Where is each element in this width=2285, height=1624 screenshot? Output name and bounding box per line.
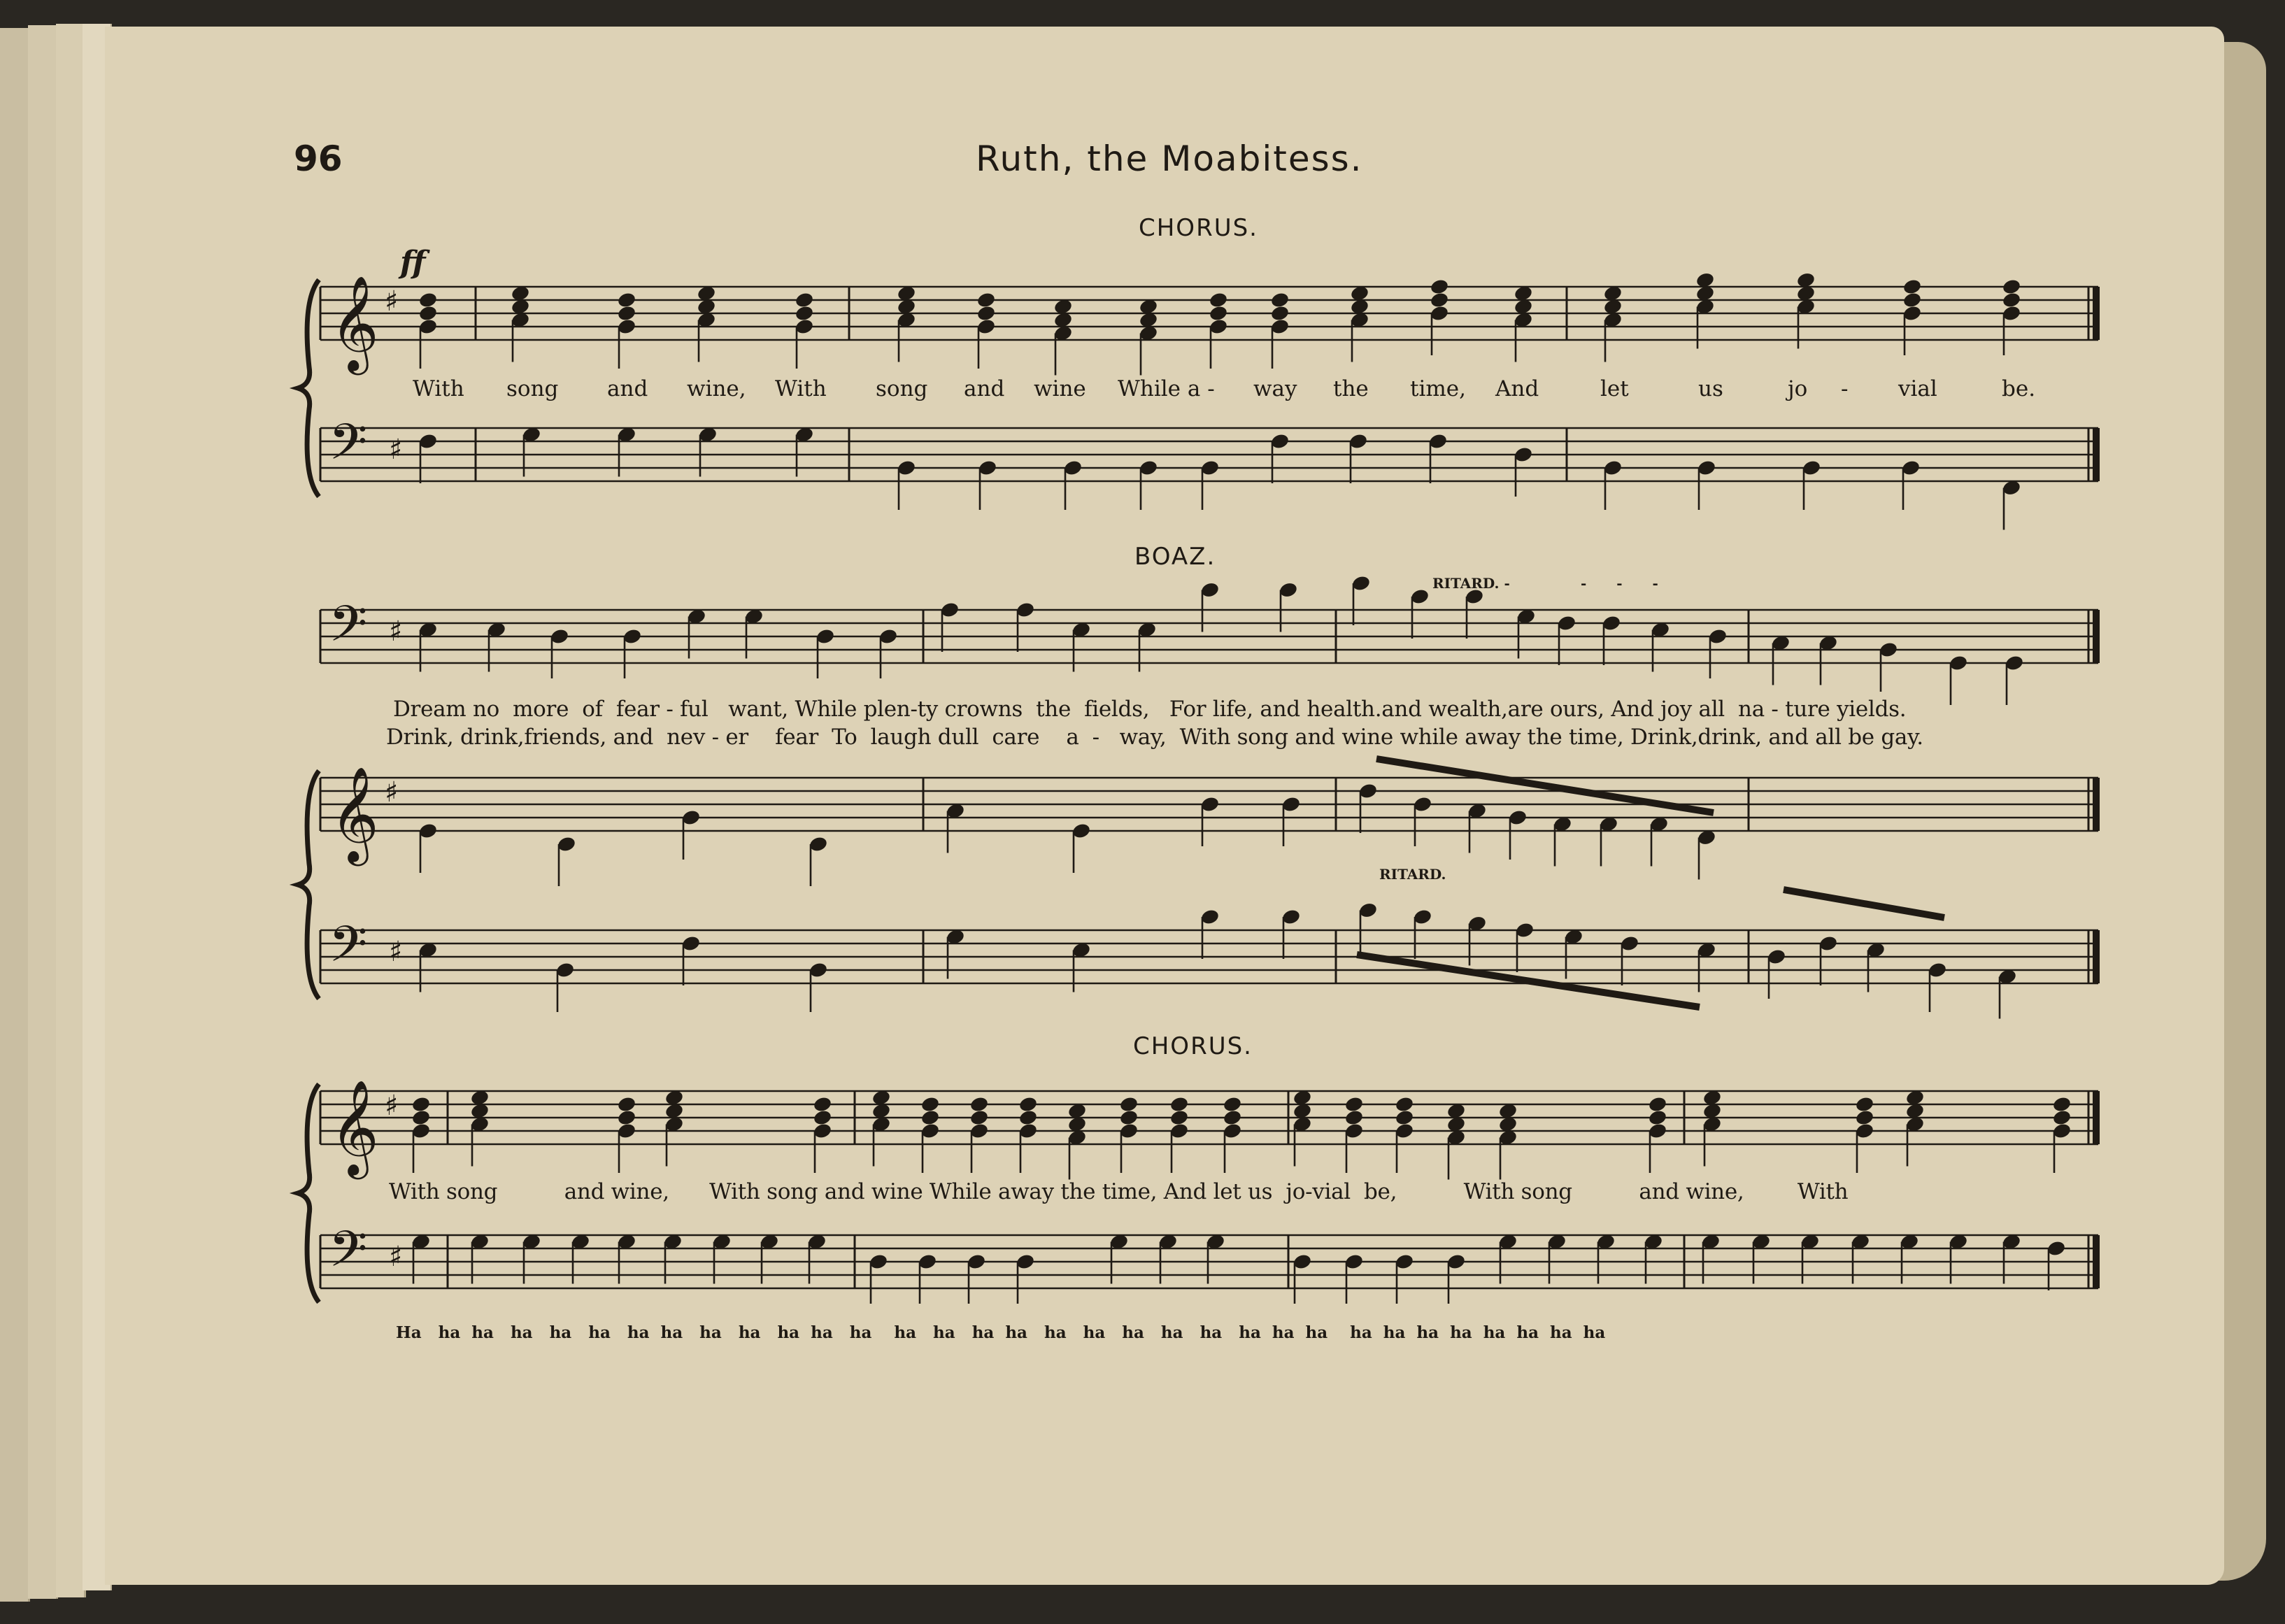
ritard-mark-voice: RITARD. -: [1432, 575, 1510, 592]
page-number: 96: [294, 138, 343, 179]
lyric-syllable: -: [1841, 376, 1849, 401]
notehead: [617, 1095, 637, 1113]
final-barline-thick: [2093, 930, 2100, 983]
treble-clef: 𝄞: [330, 1078, 379, 1175]
notehead: [617, 291, 637, 308]
section-label-boaz: BOAZ.: [1134, 543, 1216, 571]
lyric-syllable: song: [506, 376, 559, 401]
notehead: [1902, 278, 1923, 295]
notehead: [1344, 1095, 1365, 1113]
section-label-chorus-2: CHORUS.: [1133, 1032, 1253, 1060]
final-barline-thick: [2093, 428, 2100, 481]
lyric-syllable: With: [775, 376, 827, 401]
lyric-syllable: song: [876, 376, 928, 401]
notehead: [1209, 291, 1229, 308]
lyric-syllable: wine: [1034, 376, 1086, 401]
ritard-dashes: - - -: [1581, 575, 1671, 592]
notehead: [976, 304, 997, 322]
notehead: [969, 1095, 990, 1113]
key-signature-sharp: ♯: [385, 285, 399, 318]
notehead: [976, 291, 997, 308]
ritard-mark-accompaniment: RITARD.: [1379, 866, 1446, 883]
notehead: [969, 1109, 990, 1126]
lyric-syllable: the: [1333, 376, 1369, 401]
treble-clef: 𝄞: [330, 274, 379, 371]
notehead: [617, 304, 637, 322]
notehead: [2002, 291, 2022, 308]
lyric-syllable: And: [1495, 376, 1539, 401]
song-title: Ruth, the Moabitess.: [976, 138, 1363, 179]
final-barline-thick: [2093, 1091, 2100, 1144]
key-signature-sharp: ♯: [389, 936, 403, 968]
notehead: [1119, 1109, 1139, 1126]
notehead: [1648, 1095, 1668, 1113]
notehead: [1855, 1109, 1875, 1126]
system-brace: [298, 1084, 319, 1302]
bass-clef: 𝄢: [329, 413, 368, 483]
notehead: [1018, 1109, 1039, 1126]
notehead: [2002, 278, 2022, 295]
lyric-syllable: vial: [1898, 376, 1937, 401]
notehead: [920, 1095, 941, 1113]
final-barline-thick: [2093, 610, 2100, 663]
note-beam: [1784, 890, 1944, 918]
system-brace: [298, 280, 319, 497]
lyric-syllable: let: [1600, 376, 1629, 401]
notehead: [1270, 304, 1290, 322]
section-label-chorus-1: CHORUS.: [1139, 214, 1258, 242]
key-signature-sharp: ♯: [385, 776, 399, 809]
notehead: [813, 1095, 833, 1113]
notehead: [795, 291, 815, 308]
notehead: [411, 1109, 432, 1126]
notehead: [1902, 291, 1923, 308]
lyric-syllable: and: [964, 376, 1005, 401]
bass-clef: 𝄢: [329, 595, 368, 665]
lyric-syllable: jo: [1788, 376, 1808, 401]
notehead: [1648, 1109, 1668, 1126]
lyric-syllable: us: [1698, 376, 1723, 401]
notehead: [1209, 304, 1229, 322]
notehead: [1855, 1095, 1875, 1113]
notehead: [418, 304, 439, 322]
final-barline-thick: [2093, 287, 2100, 340]
notehead: [617, 1109, 637, 1126]
notehead: [1430, 291, 1450, 308]
lyric-syllable: While a -: [1118, 376, 1215, 401]
notehead: [1169, 1109, 1190, 1126]
notehead: [1395, 1109, 1415, 1126]
notehead: [1223, 1095, 1243, 1113]
lyric-syllable: wine,: [687, 376, 746, 401]
bass-lyrics-ha: Ha ha ha ha ha ha ha ha ha ha ha ha ha ha ha ha ha ha ha ha ha ha ha ha ha ha ha ha ha ha ha ha ha: [396, 1323, 1606, 1342]
lyric-syllable: be.: [2002, 376, 2036, 401]
notehead: [1169, 1095, 1190, 1113]
system-brace: [298, 771, 319, 999]
bass-clef: 𝄢: [329, 916, 368, 985]
notehead: [2052, 1095, 2072, 1113]
treble-clef: 𝄞: [330, 765, 379, 862]
notehead: [1344, 1109, 1365, 1126]
lyrics-boaz-line-2: Drink, drink,friends, and nev - er fear To laugh dull care a - way, With song and wine while away the time, Drink,drink, and all be gay.: [386, 725, 1923, 750]
note-beam: [1357, 955, 1700, 1007]
notehead: [1223, 1109, 1243, 1126]
lyric-syllable: way: [1253, 376, 1297, 401]
lyrics-chorus-2: With song and wine, With song and wine While away the time, And let us jo-vial be, With song and wine, With: [389, 1179, 1849, 1204]
notehead: [411, 1095, 432, 1113]
notehead: [1430, 278, 1450, 295]
lyric-syllable: and: [607, 376, 648, 401]
lyrics-boaz-line-1: Dream no more of fear - ful want, While plen-ty crowns the fields, For life, and health.and wealth,are ours, And joy all na - ture yields.: [393, 697, 1907, 722]
key-signature-sharp: ♯: [389, 1241, 403, 1273]
notehead: [418, 291, 439, 308]
notehead: [1395, 1095, 1415, 1113]
notehead: [813, 1109, 833, 1126]
notehead: [1270, 291, 1290, 308]
lyric-syllable: With: [413, 376, 464, 401]
notehead: [1119, 1095, 1139, 1113]
key-signature-sharp: ♯: [385, 1090, 399, 1122]
key-signature-sharp: ♯: [389, 615, 403, 648]
notehead: [920, 1109, 941, 1126]
dynamic-mark: ff: [400, 245, 426, 280]
final-barline-thick: [2093, 1235, 2100, 1288]
notehead: [795, 304, 815, 322]
key-signature-sharp: ♯: [389, 434, 403, 466]
notehead: [1018, 1095, 1039, 1113]
notehead: [2052, 1109, 2072, 1126]
lyric-syllable: time,: [1410, 376, 1466, 401]
final-barline-thick: [2093, 778, 2100, 831]
bass-clef: 𝄢: [329, 1220, 368, 1290]
